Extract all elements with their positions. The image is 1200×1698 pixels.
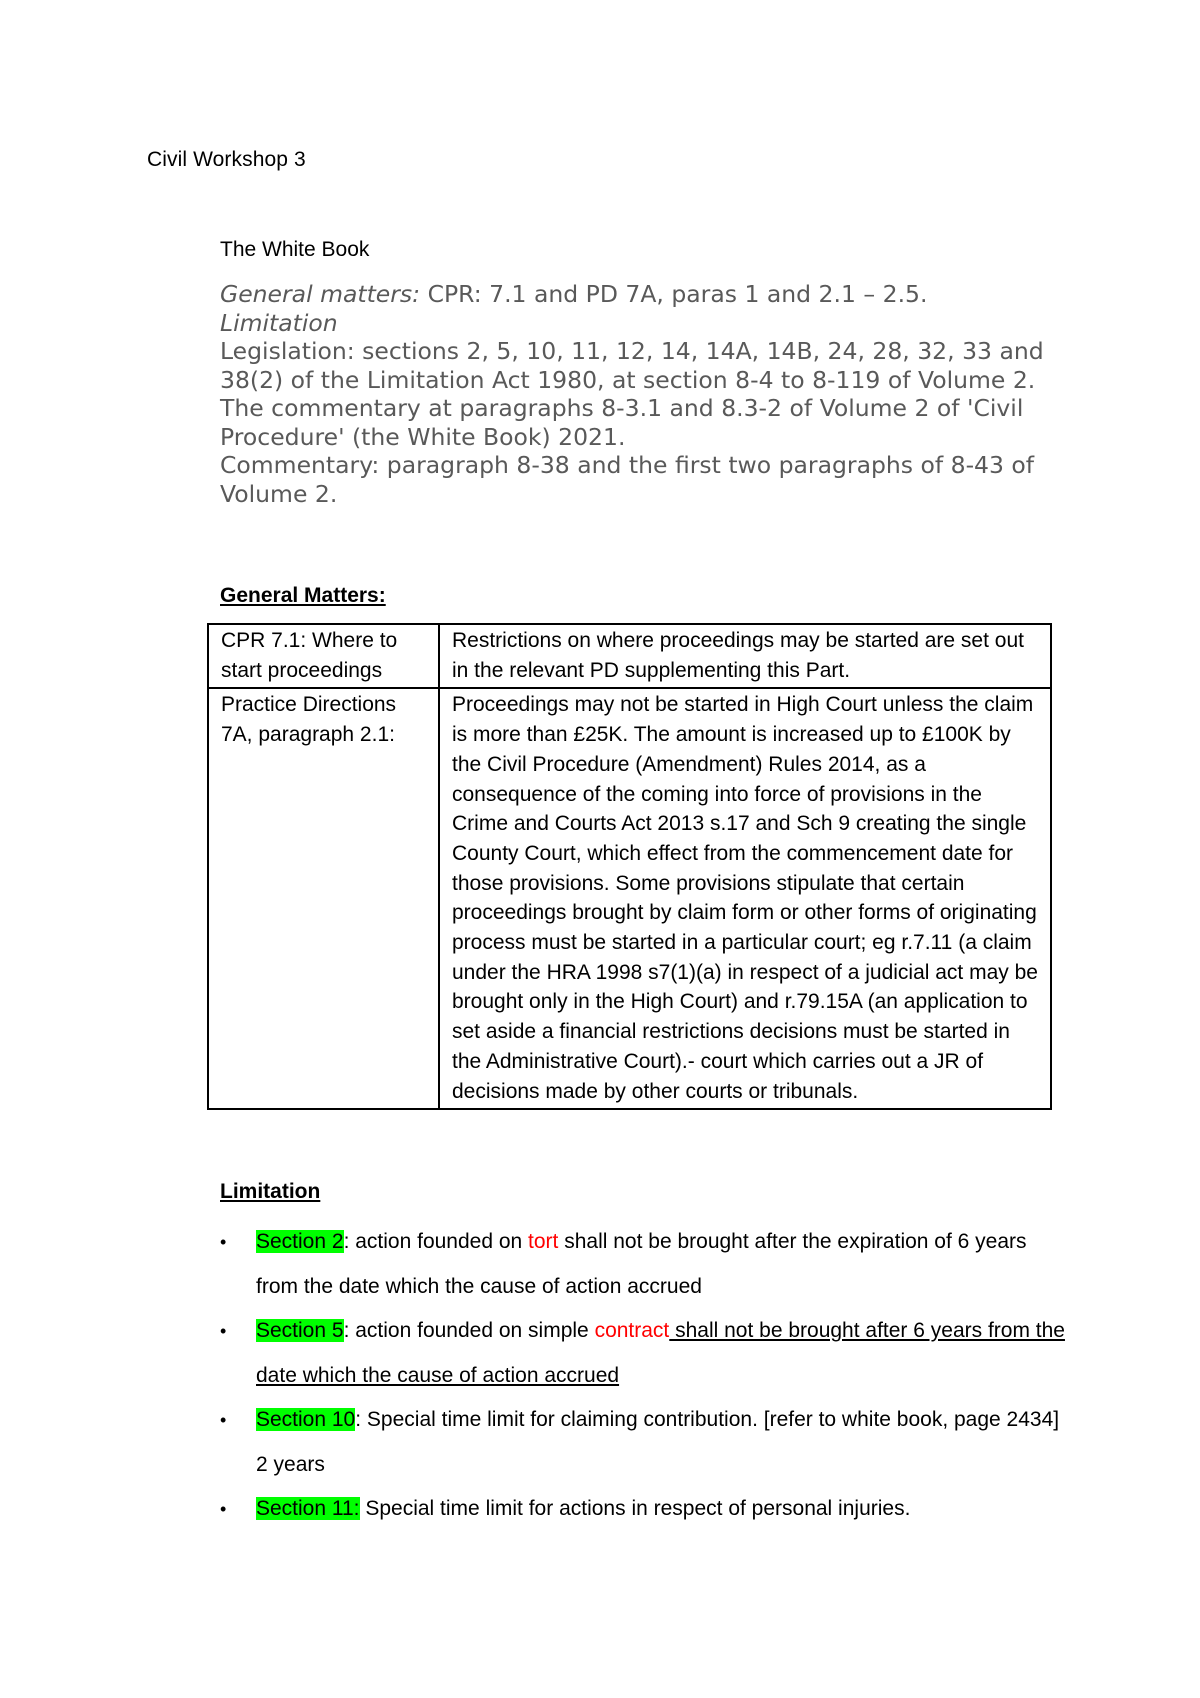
- section-label: Section 2: [256, 1230, 344, 1253]
- item-text: Special time limit for actions in respect of personal injuries.: [359, 1497, 911, 1520]
- table-row: [208, 624, 1051, 688]
- bullet-icon: •: [220, 1321, 227, 1341]
- table-cell-text: Restrictions on where proceedings may be started are set out in the relevant PD supplementing this Part.: [439, 624, 1051, 688]
- commentary-text-1: The commentary at paragraphs 8-3.1 and 8.3-2 of Volume 2 of 'Civil Procedure' (the White Book) 2021.: [220, 394, 1024, 451]
- commentary-text-2: Commentary: paragraph 8-38 and the first two paragraphs of 8-43 of Volume 2.: [220, 451, 1035, 508]
- section-label: Section 10: [256, 1408, 356, 1431]
- table-cell-text: Proceedings may not be started in High Court unless the claim is more than £25K. The amount is increased up to £100K by the Civil Procedure (Amendment) Rules 2014, as a consequence of the coming into force of provisions in the Crime and Courts Act 2013 s.17 and Sch 9 creating the single County Court, which effect from the commencement date for those provisions. Some provisions stipulate that certain proceedings brought by claim form or other forms of originating process must be started in a particular court; eg r.7.11 (a claim under the HRA 1998 s7(1)(a) in respect of a judicial act may be brought only in the High Court) and r.79.15A (an application to set aside a financial restrictions decisions must be started in the Administrative Court).- court which carries out a JR of decisions made by other courts or tribunals.: [439, 688, 1051, 1109]
- table-cell-label: Practice Directions 7A, paragraph 2.1:: [208, 688, 439, 1109]
- general-matters-heading: General Matters:: [220, 584, 386, 607]
- item-text-underlined: shall not be brought after 6 years from the date which the cause of action accrued: [256, 1319, 1065, 1387]
- table-row: [208, 688, 1051, 1109]
- general-matters-table: [207, 623, 1052, 1110]
- table-cell-label: CPR 7.1: Where to start proceedings: [208, 624, 439, 688]
- legislation-text: Legislation: sections 2, 5, 10, 11, 12, 14, 14A, 14B, 24, 28, 32, 33 and 38(2) of the Limitation Act 1980, at section 8-4 to 8-119 of Volume 2.: [220, 337, 1044, 394]
- item-text: shall not be brought after the expiration of 6 years from the date which the cause of action accrued: [256, 1230, 1027, 1298]
- limitation-heading: Limitation: [220, 1180, 321, 1203]
- limitation-list: [220, 1220, 1070, 1532]
- section-label: Section 5: [256, 1319, 344, 1342]
- limitation-label: Limitation: [220, 308, 338, 337]
- general-matters-text: CPR: 7.1 and PD 7A, paras 1 and 2.1 – 2.5.: [420, 280, 928, 308]
- white-book-subheading: The White Book: [220, 238, 370, 261]
- bullet-icon: •: [220, 1232, 227, 1252]
- list-item: [220, 1220, 1070, 1309]
- list-item: [220, 1487, 1070, 1532]
- bullet-icon: •: [220, 1410, 227, 1430]
- item-text: : action founded on simple: [343, 1319, 595, 1342]
- document-title: Civil Workshop 3: [147, 148, 306, 171]
- general-matters-label: General matters:: [220, 280, 421, 308]
- item-text: : action founded on: [343, 1230, 529, 1253]
- list-item: [220, 1398, 1070, 1487]
- reading-list: [220, 280, 1080, 508]
- keyword-tort: tort: [528, 1230, 559, 1253]
- bullet-icon: •: [220, 1499, 227, 1519]
- item-text: : Special time limit for claiming contribution. [refer to white book, page 2434] 2 years: [256, 1408, 1060, 1476]
- general-matters-line: [220, 280, 1080, 309]
- list-item: [220, 1309, 1070, 1398]
- keyword-contract: contract: [594, 1319, 670, 1342]
- section-label: Section 11:: [256, 1497, 360, 1520]
